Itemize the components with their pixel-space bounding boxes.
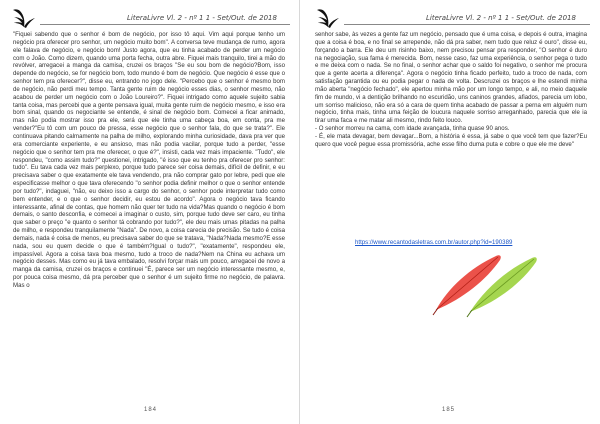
wing-logo-icon xyxy=(11,6,37,28)
header-title: LiteraLivre Vl. 2 - nº 1 1 - Set/Out. de 2018 xyxy=(127,14,277,22)
header-divider xyxy=(344,24,590,25)
header-title: LiteraLivre Vl. 2 - nº 1 1 - Set/Out. de 2018 xyxy=(426,14,576,22)
left-body-text xyxy=(13,31,285,290)
red-feather-icon xyxy=(433,255,501,315)
header-divider xyxy=(40,24,290,25)
paragraph: senhor sabe, às vezes a gente faz um negócio, pensado que é uma coisa, e depois é outra, imagina que a coisa é boa, e no final se arrepende, não dá pra saber, nem tudo que reluz é ouro", disse eu, forçando a barra. Ele deu um risinho baixo, nem precisou pensar pra responder, "O senhor é duro na negociação, sua fama é merecida. Bom, nesse caso, faz uma experiência, o senhor pega o tudo e me deixa com o nada. Se no final, o senhor achar que o saldo foi negativo, o senhor me procura que a gente acerta a diferença". Agora o negócio tinha ficado perfeito, tudo a troco de nada, com satisfação garantida ou eu podia pegar o nada de volta. Descruzei os braços e lhe estendi minha mão aberta "negócio fechado", ele apertou minha mão por um longo tempo, e ali, no meio daquele fim de mundo, vi a dentição brilhando no escuridão, uns caninos grandes, afiados, parecia um lobo, um sorriso malicioso, não era só a cara de quem tinha acabado de passar a perna em alguém num negócio, tinha mais, tinha uma feição de loucura naquele sorriso arreganhado, parecia que ele ia tirar uma faca e me matar ali mesmo, rindo feito louco. xyxy=(315,31,587,125)
wing-logo-icon xyxy=(315,6,341,28)
author-link[interactable]: https://www.recantodasletras.com.br/autor.php?id=190389 xyxy=(355,239,513,246)
page-number: 185 xyxy=(442,407,456,413)
page-number: 184 xyxy=(144,407,158,413)
right-body-text xyxy=(315,31,587,149)
page-header xyxy=(300,5,600,31)
paragraph: - É, ele mata devagar, bem devagar...Bom, a história é essa, já sabe o que você tem que fazer?Eu quero que você pegue essa promissória, ache esse filho duma puta e cobre o que ele me deve" xyxy=(315,132,587,148)
feathers-icon xyxy=(430,244,540,319)
paragraph: - O senhor morreu na cama, com idade avançada, tinha quase 90 anos. xyxy=(315,125,510,133)
green-feather-icon xyxy=(467,257,537,317)
right-page xyxy=(300,0,600,424)
paragraph: "Fiquei sabendo que o senhor é bom de negócio, por isso tô aqui. Vim aqui porque tenho um negócio pra oferecer pro senhor, um negócio muito bom". A conversa teve mudança de rumo, agora ele falava de negócio, e negócio bom! Justo agora, que eu tinha acabado de perder um negócio com o João. Como dizem, quando uma porta fecha, outra abre. Fiquei mais tranquilo, tirei a mão do revólver, arregacei a manga da camisa, cruzei os braços "Se eu sou bom de negócio?Bom, isso depende do negócio, se for negócio bom, todo mundo é bom de negócio. Que negócio é esse que o senhor tem pra oferecer?", disse eu, entrando no jogo dele. "Percebo que o senhor é mesmo bom de negócio, não perdi meu tempo. Tanta gente ruim de negócio esses dias, o senhor mesmo, não acabou de perder um negócio com o João Loureiro?". Fiquei intrigado como aquele sujeito sabia tanta coisa, mas percebi que a gente pensava igual, muita gente ruim de negócio mesmo, e isso era bom sinal, quando os negociante se entende, é sinal de negócio bom. Comecei a ficar animado, mas não podia mostrar isso pra ele, será que ele tinha uma cabeça boa, em conta, pra me vender?"Eu tô com um pouco de pressa, esse negócio que o senhor fala, do que se trata?". Ele continuava pitando calmamente na palha de milho, explorando minha curiosidade, dava pra ver que era comerciante experiente, e eu ansioso, mas não podia vacilar, porque tudo a perder, "esse negócio que o senhor tem pra me oferecer, o que é?", insisti, cada vez mais impaciente. "Tudo", ele respondeu, "como assim tudo?" questionei, intrigado, "é isso que eu tenho pra oferecer pro senhor: tudo". Eu tava cada vez mais perplexo, porque tudo parece ser coisa demais, difícil de definir, e eu precisava saber o que exatamente ele tava vendendo, pra não comprar gato por lebre, pedi que ele especificasse melhor o que tava oferecendo "o senhor podia definir melhor o que o senhor entende por tudo?", indaguei, "não, eu deixo isso a cargo do senhor, o senhor pode interpretar tudo como bem entender, e o que o senhor decidir, eu estou de acordo". Agora o negócio tava ficando interessante, afinal de contas, que homem não quer ter tudo na vida?Mas quando o negócio é bom demais, o santo desconfia, e comecei a imaginar o custo, sim, porque tudo deve ser caro, eu tinha que saber o preço "e quanto o senhor tá cobrando por tudo?", ele deu mais umas pitadas na palha de milho, e respondeu tranquilamente "Nada". De novo, a coisa carecia de precisão. Se tudo é coisa demais, nada é coisa de menos, eu precisava saber do que se tratava, "Nada?Nada mesmo?E esse nada, sou eu quem decide o que é também?Igual o tudo?", "exatamente", respondeu ele, impassível. Agora a coisa tava boa mesmo, tudo a troco de nada?Nem na China eu achava um negócio desses. Mas como eu já tava embalado, resolvi forçar mais um pouco, arregacei de novo a manga da camisa, cruzei os braços e continuei "É, parece ser um negócio interessante mesmo, e, por pouca coisa mesmo, dá pra perceber que o senhor é um sujeito firme no negócio, de palavra. Mas o xyxy=(13,31,285,289)
page-header xyxy=(0,5,300,31)
